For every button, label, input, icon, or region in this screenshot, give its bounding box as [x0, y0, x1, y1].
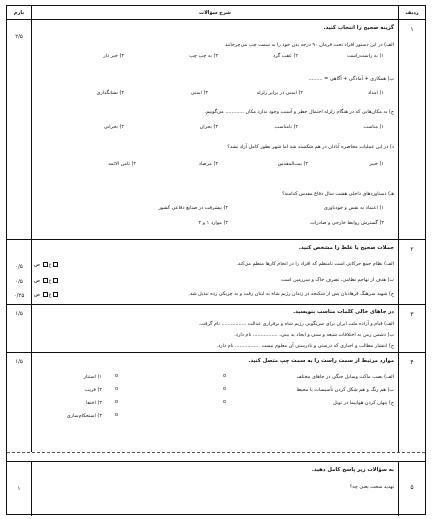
true-label: ص [34, 262, 41, 268]
q1-e-stem: هـ) دستاوردهای داخلی هشت سال دفاع مقدس کدامند؟ [281, 191, 394, 197]
q2-c-answer-boxes [34, 292, 59, 298]
question-4 [7, 352, 425, 452]
q4-right-item-b: ب) هم رنگ و هم شکل کردن تأسیسات با محیط [296, 387, 394, 393]
false-label: غ [48, 262, 52, 268]
question-number: ۴ [410, 359, 414, 366]
q1-d-option-2: ۲) بیت‌المقدس [277, 161, 308, 167]
q1-a-option-1: ۱) به راست‌راست [347, 53, 384, 59]
question-score: ۱/۵ [15, 359, 23, 365]
match-dot[interactable]: o [222, 399, 226, 405]
q1-e-option-3: ۳) گسترش روابط خارجی و صادرات [310, 220, 384, 226]
true-checkbox[interactable] [53, 278, 58, 283]
q1-b-option-2: ۲) ایمنی در برابر زلزله [256, 90, 303, 96]
question-2 [7, 239, 425, 304]
question-score: ۱ [17, 486, 21, 492]
question-title: موارد مرتبط از سمت راست را به سمت چپ متصل کنید. [248, 358, 394, 364]
q4-left-item-2: ۲) فریب [84, 387, 102, 393]
q3-item-b: ب) دشمن زمن به اختلافات شیعه و سنی و ایجاد بد بینی، ................ نام دارد. [234, 332, 394, 338]
q1-a-stem: الف) در این دستور افراد تحت فرمان ۹۰ درجه بدن خود را به سمت چپ می‌چرخانند [224, 42, 394, 48]
match-dot[interactable]: o [114, 373, 118, 379]
match-dot[interactable]: o [114, 412, 118, 418]
q4-left-item-4: ۴) استحکام‌سازی [66, 413, 102, 419]
q4-right-item-a: الف) نصب ماکت وسایل جنگی در جاهای مختلف [296, 374, 394, 380]
question-number: ۵ [410, 484, 414, 491]
q4-left-item-1: ۱) استتار [83, 374, 102, 380]
q1-a-option-3: ۳) به چپ چپ [189, 53, 218, 59]
false-checkbox[interactable] [43, 278, 48, 283]
q1-c-stem: ج) به مکان‌هایی که در هنگام زلزله احتمال خطر و آسیب وجود ندارد مکان ............ می‌گوییم. [204, 109, 394, 115]
true-label: ص [34, 292, 41, 298]
q2-item-a: الف) نظام جمع حرکاتی است نامنظم که افراد را در انجام کارها منظم می‌کند. [236, 261, 394, 267]
question-number: ۳ [410, 311, 414, 318]
question-title: جملات صحیح یا غلط را مشخص کنید. [298, 245, 394, 251]
q2-item-b: ب) هدف از تهاجم نظامی، تصرف خاک و سرزمین است [281, 277, 394, 283]
question-score: ۲/۵ [15, 34, 23, 40]
q4-left-item-3: ۳) اختفا [86, 400, 102, 406]
q1-c-option-2: ۲) نامناسب [274, 124, 298, 130]
q1-e-option-4: ۴) موارد ۱ و ۲ [198, 220, 228, 226]
match-dot[interactable]: o [114, 399, 118, 405]
item-a-score: ۰/۵ [15, 264, 23, 270]
questions-column-header: شرح سؤالات [199, 9, 231, 16]
match-dot[interactable]: o [114, 386, 118, 392]
question-score: ۱/۵ [15, 311, 23, 317]
q1-d-stem: د) در این عملیات محاصره آبادان در هم شکسته شد اما شهر بطور کامل آزاد نشد؟ [227, 144, 394, 150]
q1-d-option-1: ۱) خیبر [369, 161, 384, 167]
exam-sheet [6, 5, 426, 515]
question-3 [7, 304, 425, 352]
false-checkbox[interactable] [43, 292, 48, 297]
q1-e-option-2: ۲) پیشرفت در صنایع دفاعی کشور [158, 205, 228, 211]
q2-a-answer-boxes [34, 262, 59, 268]
row-column-header: ردیف [405, 9, 419, 16]
match-dot[interactable]: o [222, 373, 226, 379]
question-1 [7, 19, 425, 239]
q3-item-a: الف) قیام و آزاده ملت ایران برای سرنگونی رژیم شاه و برقراری عدالت ................ نام گرفت. [198, 321, 394, 327]
q1-a-option-2: ۲) عقب گرد [272, 53, 298, 59]
table-header [7, 6, 425, 19]
question-title: گزینه صحیح را انتخاب کنید. [323, 25, 394, 31]
true-checkbox[interactable] [53, 262, 58, 267]
q4-right-item-c: ج) پنهان کردن هواپیما در تونل [333, 400, 394, 406]
true-label: ص [34, 278, 41, 284]
q5-item: تهدید سخت یعنی چه؟ [349, 484, 394, 490]
q2-item-c: ج) شهید سرهنگ فرهادیان پس از شکنجه در زندان رژیم شاه به لبنان رفت و به چریکی زده تبدیل شد. [188, 291, 394, 297]
q1-b-option-4: ۴) نشانگذاری [96, 90, 124, 96]
q1-b-stem: ب) همکاری + آمادگی + آگاهی = ......... [308, 76, 394, 82]
q1-c-option-3: ۳) بحران [199, 124, 218, 130]
q1-b-option-3: ۳) ایمنی [190, 90, 208, 96]
question-number: ۱ [410, 26, 414, 33]
question-title: به سؤالات زیر پاسخ کامل دهید. [311, 467, 394, 473]
score-column-header: بارم [13, 9, 25, 16]
q1-c-option-4: ۴) بحرانی [103, 124, 124, 130]
item-b-score: ۰/۵ [15, 279, 23, 285]
q1-d-option-3: ۳) مرصاد [198, 161, 218, 167]
q1-a-option-4: ۴) خبر دار [103, 53, 124, 59]
true-checkbox[interactable] [53, 292, 58, 297]
q3-item-c: ج) انتشار مطالب و اخباری که درستی و نادرستی آن معلوم نیست ................ نام دارد. [216, 343, 394, 349]
match-dot[interactable]: o [222, 386, 226, 392]
q1-e-option-1: ۱) اعتماد به نفس و خودباوری [323, 205, 384, 211]
question-number: ۲ [410, 246, 414, 253]
question-title: در جاهای خالی کلمات مناسب بنویسید. [293, 309, 394, 315]
false-label: غ [48, 278, 52, 284]
q2-b-answer-boxes [34, 278, 59, 284]
q1-b-option-1: ۱) امداد [367, 90, 384, 96]
false-label: غ [48, 292, 52, 298]
question-5 [7, 461, 425, 516]
q1-c-option-1: ۱) مناسب [363, 124, 384, 130]
false-checkbox[interactable] [43, 262, 48, 267]
q1-d-option-4: ۴) ثامن الائمه [108, 161, 136, 167]
item-c-score: ۰/۲۵ [13, 293, 25, 299]
